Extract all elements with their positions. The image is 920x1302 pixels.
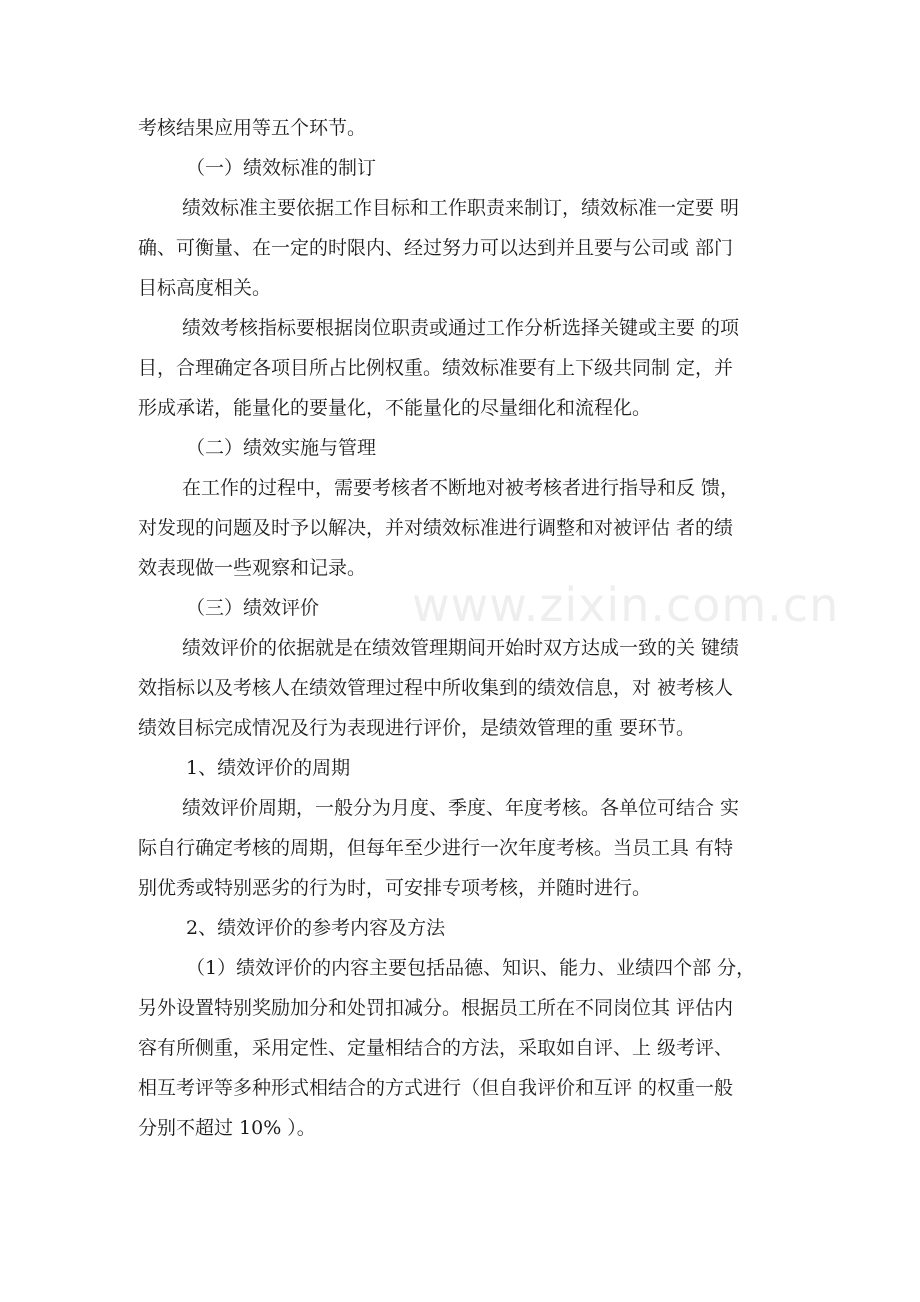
paragraph-line: 分别不超过 10% ）。 xyxy=(138,1117,316,1139)
paragraph-line: 目，合理确定各项目所占比例权重。绩效标准要有上下级共同制 定，并 xyxy=(138,357,734,379)
paragraph-line: 考核结果应用等五个环节。 xyxy=(138,117,367,139)
subsection-heading: 2、绩效评价的参考内容及方法 xyxy=(186,917,446,939)
paragraph-line: （1）绩效评价的内容主要包括品德、知识、能力、业绩四个部 分， xyxy=(186,957,756,979)
paragraph-line: 另外设置特别奖励加分和处罚扣减分。根据员工所在不同岗位其 评估内 xyxy=(138,997,734,1019)
section-heading: （一）绩效标准的制订 xyxy=(186,157,377,179)
paragraph-line: 确、可衡量、在一定的时限内、经过努力可以达到并且要与公司或 部门 xyxy=(138,237,734,259)
paragraph-line: 在工作的过程中，需要考核者不断地对被考核者进行指导和反 馈， xyxy=(182,477,740,499)
paragraph-line: 效指标以及考核人在绩效管理过程中所收集到的绩效信息，对 被考核人 xyxy=(138,677,734,699)
section-heading: （三）绩效评价 xyxy=(186,597,320,619)
paragraph-line: 效表现做一些观察和记录。 xyxy=(138,557,367,579)
paragraph-line: 绩效评价的依据就是在绩效管理期间开始时双方达成一致的关 键绩 xyxy=(182,637,740,659)
paragraph-line: 目标高度相关。 xyxy=(138,277,272,299)
watermark-text: www.zixin.com.cn xyxy=(412,578,840,632)
paragraph-line: 相互考评等多种形式相结合的方式进行（但自我评价和互评 的权重一般 xyxy=(138,1077,734,1099)
paragraph-line: 形成承诺，能量化的要量化，不能量化的尽量细化和流程化。 xyxy=(138,397,652,419)
paragraph-line: 容有所侧重，采用定性、定量相结合的方法，采取如自评、上 级考评、 xyxy=(138,1037,734,1059)
paragraph-line: 绩效评价周期，一般分为月度、季度、年度考核。各单位可结合 实 xyxy=(182,797,740,819)
paragraph-line: 别优秀或特别恶劣的行为时，可安排专项考核，并随时进行。 xyxy=(138,877,652,899)
paragraph-line: 绩效标准主要依据工作目标和工作职责来制订，绩效标准一定要 明 xyxy=(182,197,740,219)
paragraph-line: 际自行确定考核的周期，但每年至少进行一次年度考核。当员工具 有特 xyxy=(138,837,734,859)
document-body xyxy=(138,108,798,1148)
paragraph-line: 绩效目标完成情况及行为表现进行评价，是绩效管理的重 要环节。 xyxy=(138,717,696,739)
subsection-heading: 1、绩效评价的周期 xyxy=(186,757,351,779)
section-heading: （二）绩效实施与管理 xyxy=(186,437,377,459)
paragraph-line: 对发现的问题及时予以解决，并对绩效标准进行调整和对被评估 者的绩 xyxy=(138,517,734,539)
paragraph-line: 绩效考核指标要根据岗位职责或通过工作分析选择关键或主要 的项 xyxy=(182,317,740,339)
